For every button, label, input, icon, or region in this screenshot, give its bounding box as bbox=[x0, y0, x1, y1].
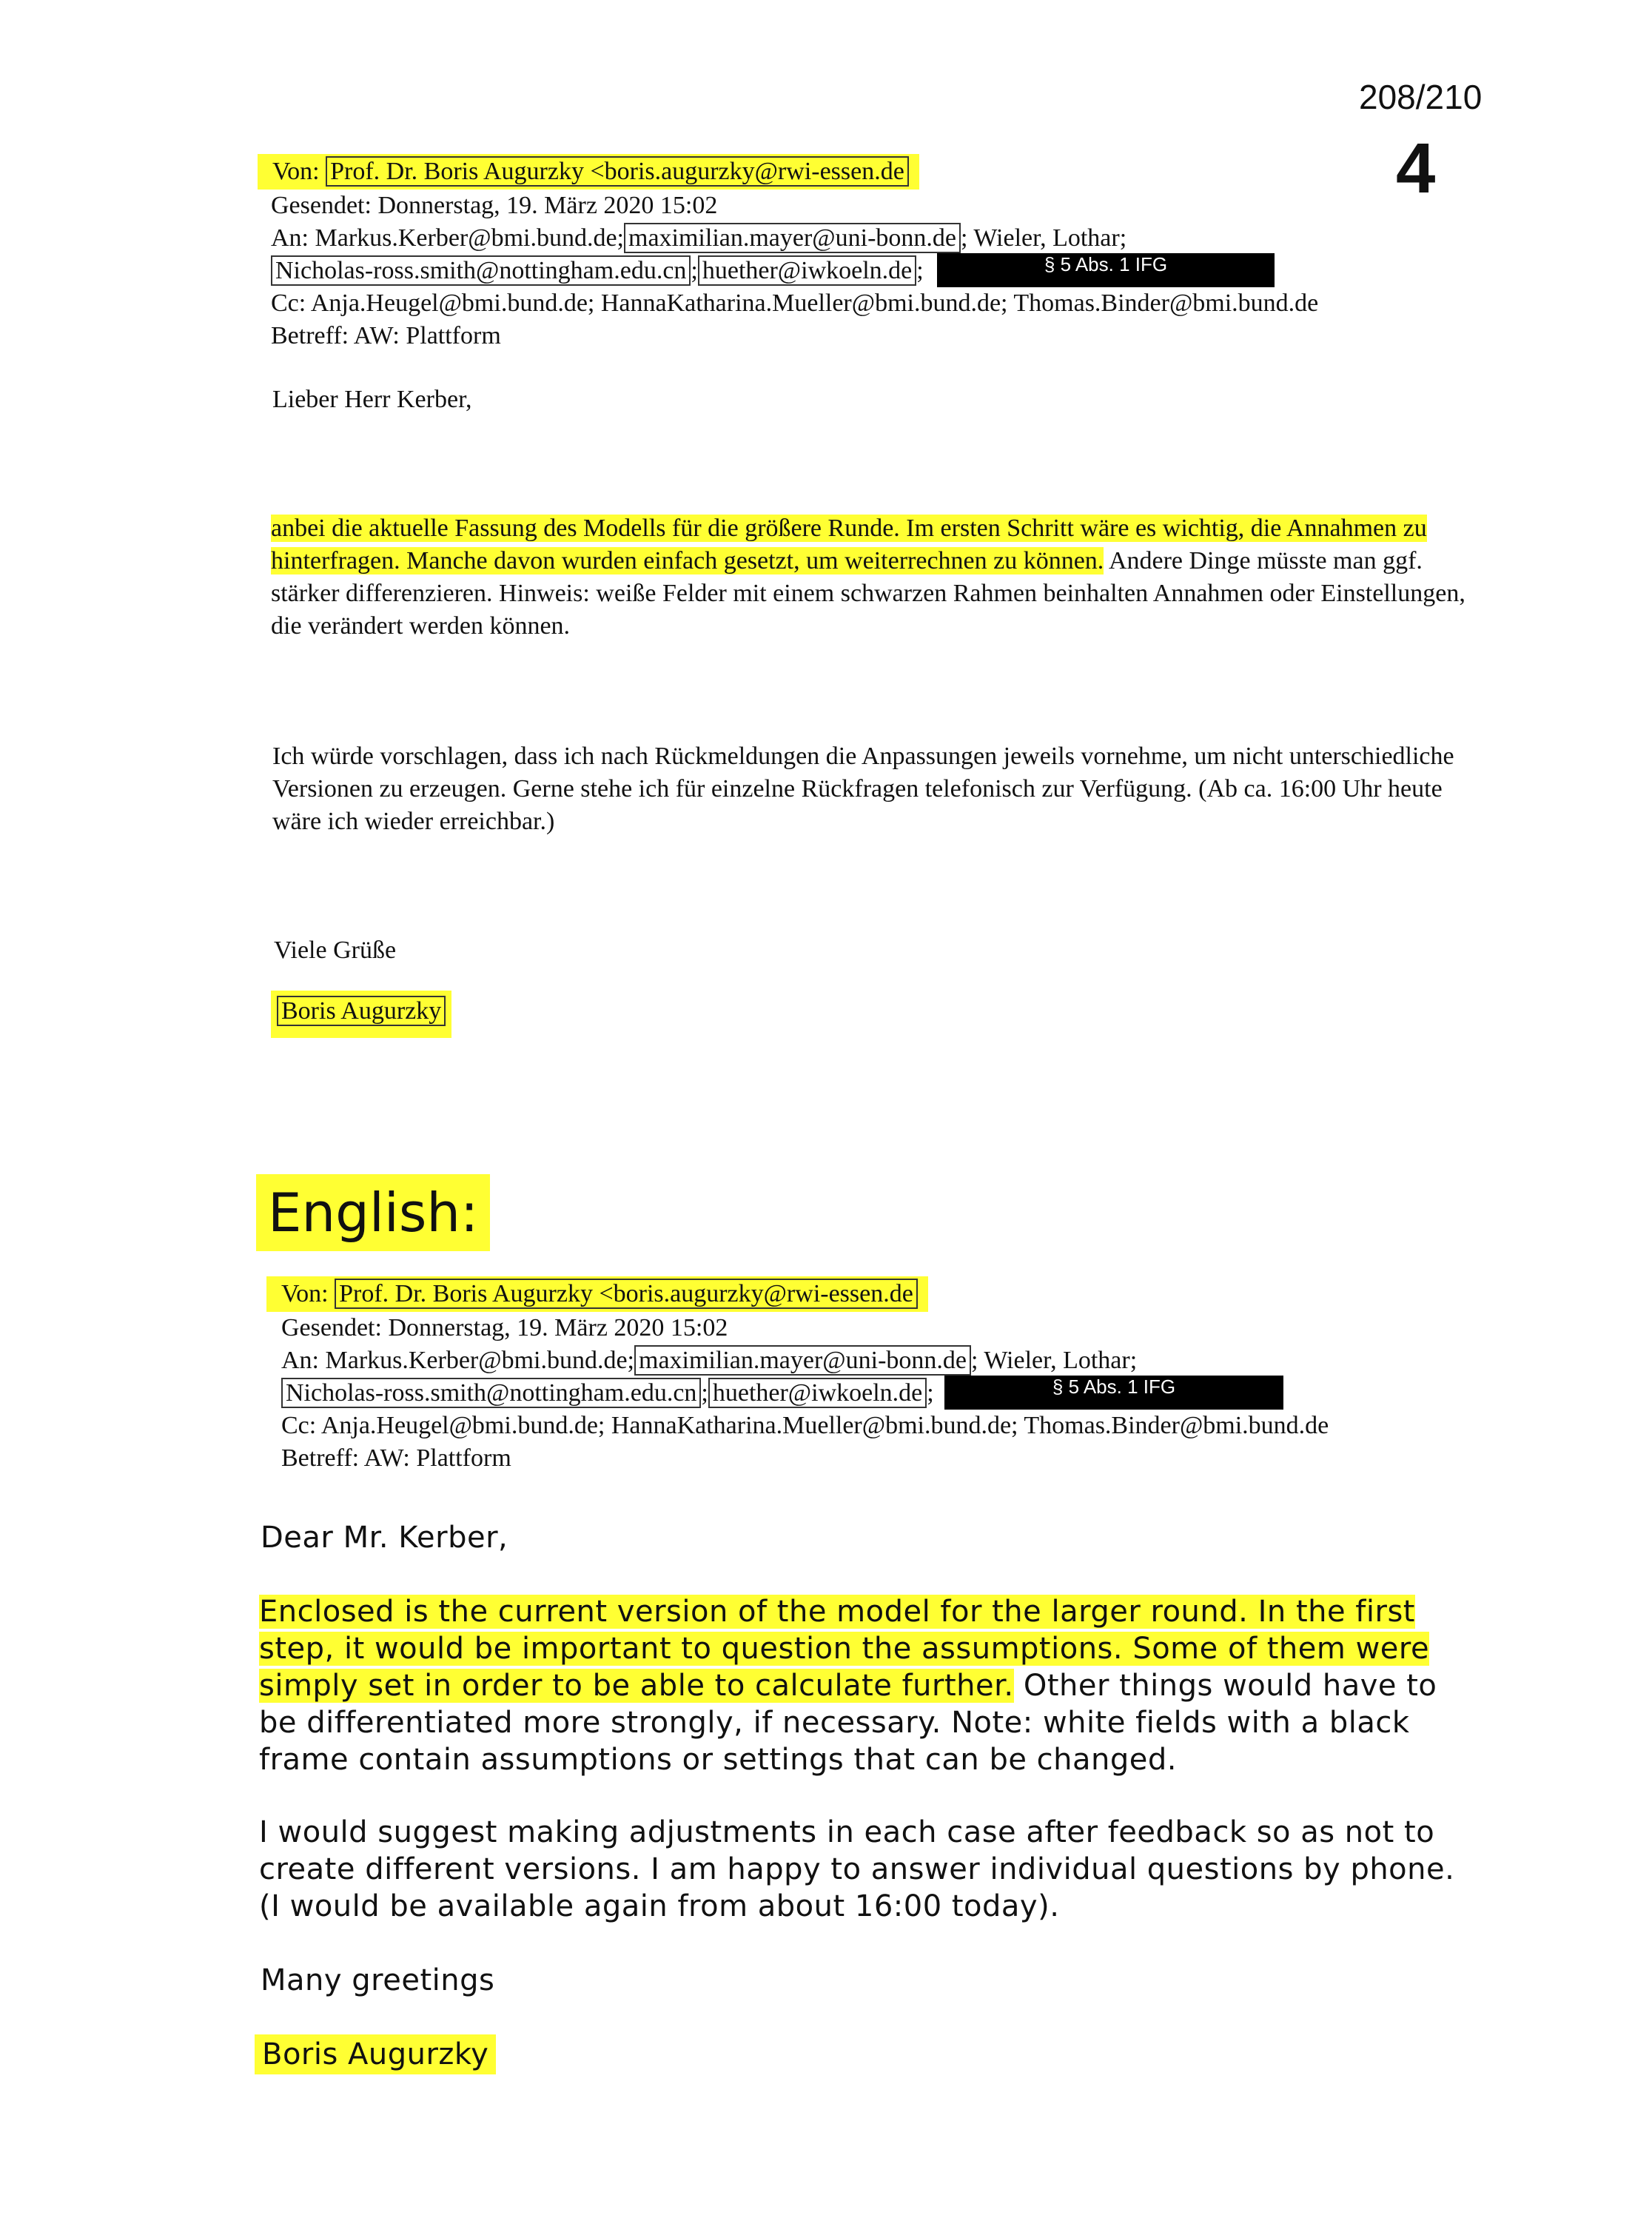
en-cc-line: Cc: Anja.Heugel@bmi.bund.de; HannaKatharina.Mueller@bmi.bund.de; Thomas.Binder@bmi.bund.de bbox=[281, 1412, 1329, 1439]
de-to-suffix: ; Wieler, Lothar; bbox=[960, 224, 1127, 252]
de-greeting: Lieber Herr Kerber, bbox=[272, 386, 472, 413]
de-to-email-smith: Nicholas-ross.smith@nottingham.edu.cn bbox=[271, 255, 691, 286]
en-paragraph-2: I would suggest making adjustments in each case after feedback so as not to create different versions. I am happy to answer individual questions by phone. (I would be available again from about 16:00 today). bbox=[259, 1815, 1455, 1923]
en-to-email-huether: huether@iwkoeln.de bbox=[708, 1378, 927, 1408]
en-to-prefix: An: Markus.Kerber@bmi.bund.de; bbox=[281, 1347, 634, 1374]
de-closing: Viele Grüße bbox=[274, 937, 397, 964]
english-heading: English: bbox=[256, 1174, 490, 1251]
de-from-line bbox=[258, 154, 919, 190]
de-from-value: Prof. Dr. Boris Augurzky <boris.augurzky@rwi-essen.de bbox=[326, 156, 909, 187]
de-to-prefix: An: Markus.Kerber@bmi.bund.de; bbox=[271, 224, 624, 252]
en-greeting: Dear Mr. Kerber, bbox=[261, 1521, 508, 1555]
en-from-value: Prof. Dr. Boris Augurzky <boris.augurzky@rwi-essen.de bbox=[335, 1279, 918, 1309]
de-paragraph-1-highlight: anbei die aktuelle Fassung des Modells für die größere Runde. Im ersten Schritt wäre es wichtig, die Annahmen zu hinterfragen. Manche davon wurden einfach gesetzt, um weiterrechnen zu können. bbox=[271, 515, 1427, 574]
de-from-label: Von: bbox=[272, 158, 320, 185]
en-from-label: Von: bbox=[281, 1280, 329, 1307]
en-subject-line: Betreff: AW: Plattform bbox=[281, 1444, 511, 1472]
en-paragraph-1-highlight: Enclosed is the current version of the model for the larger round. In the first step, it would be important to question the assumptions. Some of them were simply set in order to be able to calculate further. bbox=[259, 1595, 1430, 1703]
page-number: 208/210 bbox=[1359, 78, 1483, 116]
de-to-line bbox=[271, 222, 1126, 255]
en-to-email-smith: Nicholas-ross.smith@nottingham.edu.cn bbox=[281, 1378, 701, 1408]
de-to-line2: Nicholas-ross.smith@nottingham.edu.cn ; huether@iwkoeln.de ; bbox=[271, 255, 924, 287]
de-subject-line: Betreff: AW: Plattform bbox=[271, 322, 501, 349]
en-signature: Boris Augurzky bbox=[255, 2034, 496, 2074]
de-cc-line: Cc: Anja.Heugel@bmi.bund.de; HannaKatharina.Mueller@bmi.bund.de; Thomas.Binder@bmi.bund.de bbox=[271, 289, 1319, 317]
en-paragraph-1-rest: Other things would have to be differentiated more strongly, if necessary. Note: white fields with a black frame contain assumptions or settings that can be changed. bbox=[259, 1669, 1437, 1777]
en-redaction-box: § 5 Abs. 1 IFG bbox=[944, 1376, 1283, 1410]
en-to-line bbox=[281, 1344, 1137, 1377]
de-redaction-box: § 5 Abs. 1 IFG bbox=[937, 253, 1275, 287]
en-closing: Many greetings bbox=[261, 1963, 495, 1997]
en-to-suffix: ; Wieler, Lothar; bbox=[970, 1347, 1138, 1374]
de-to-email-mayer: maximilian.mayer@uni-bonn.de bbox=[624, 223, 961, 253]
en-to-email-mayer: maximilian.mayer@uni-bonn.de bbox=[634, 1345, 971, 1376]
de-signature-name: Boris Augurzky bbox=[277, 996, 446, 1026]
en-to-line2: Nicholas-ross.smith@nottingham.edu.cn ; huether@iwkoeln.de ; bbox=[281, 1377, 934, 1410]
en-sent-line: Gesendet: Donnerstag, 19. März 2020 15:02 bbox=[281, 1314, 728, 1341]
de-signature bbox=[271, 991, 451, 1038]
de-paragraph-1-rest: Andere Dinge müsste man ggf. stärker differenzieren. Hinweis: weiße Felder mit einem schwarzen Rahmen beinhalten Annahmen oder Einstellungen, die verändert werden können. bbox=[271, 547, 1465, 640]
de-to-email-huether: huether@iwkoeln.de bbox=[698, 255, 916, 286]
de-paragraph-2: Ich würde vorschlagen, dass ich nach Rückmeldungen die Anpassungen jeweils vornehme, um nicht unterschiedliche Versionen zu erzeugen. Gerne stehe ich für einzelne Rückfragen telefonisch zur Verfügung. (Ab ca. 16:00 Uhr heute wäre ich wieder erreichbar.) bbox=[272, 743, 1454, 835]
exhibit-number: 4 bbox=[1396, 129, 1436, 208]
de-paragraph-1 bbox=[271, 512, 1471, 643]
en-paragraph-1 bbox=[259, 1593, 1473, 1778]
en-from-line bbox=[266, 1276, 928, 1312]
de-sent-line: Gesendet: Donnerstag, 19. März 2020 15:02 bbox=[271, 192, 718, 219]
